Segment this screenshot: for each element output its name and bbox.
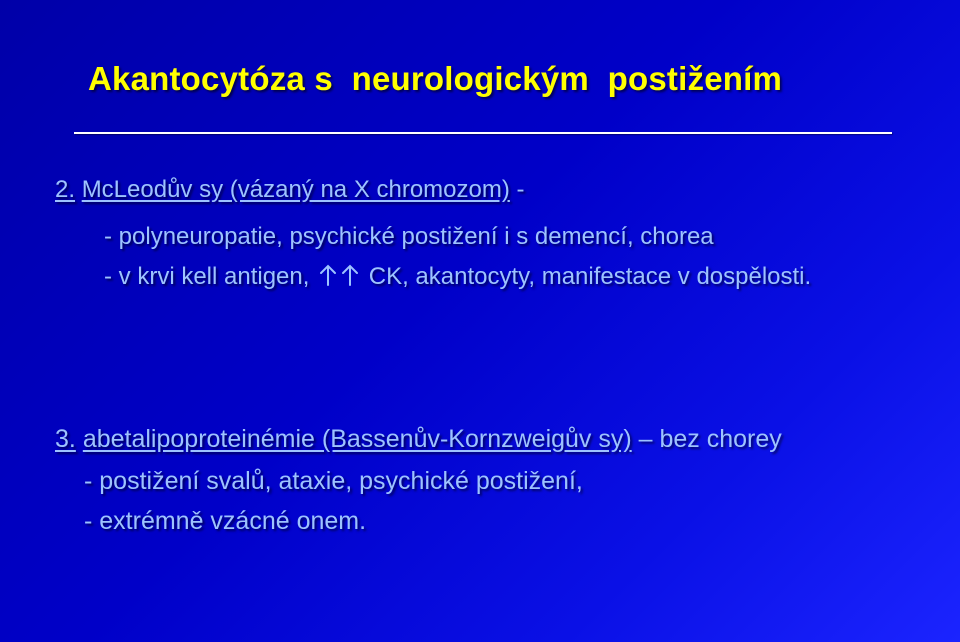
double-up-arrow-icon [316,264,362,286]
section-3-number: 3. [55,425,76,453]
slide-title: Akantocytóza s neurologickým postižením [88,60,783,97]
section-2-name: McLeodův sy (vázaný na X chromozom) [81,176,510,203]
section-3-name: abetalipoproteinémie (Bassenův-Kornzweigův sy) [82,425,632,453]
section-3-heading [55,425,782,454]
section-3-tail: – bez chorey [631,425,782,453]
section-2-line-2-start: - v krvi kell antigen, [104,263,317,290]
section-2-heading [55,176,525,204]
section-2-line-2-end: CK, akantocyty, manifestace v dospělosti. [362,263,812,290]
section-2-dash: - [509,176,525,203]
section-2-line-2 [104,263,811,291]
section-3-line-2: - extrémně vzácné onem. [84,507,367,535]
section-2-number: 2. [55,176,76,203]
section-2-line-1: - polyneuropatie, psychické postižení i s demencí, chorea [104,223,714,250]
section-3-line-1: - postižení svalů, ataxie, psychické postižení, [84,467,583,495]
title-underline [74,132,892,134]
